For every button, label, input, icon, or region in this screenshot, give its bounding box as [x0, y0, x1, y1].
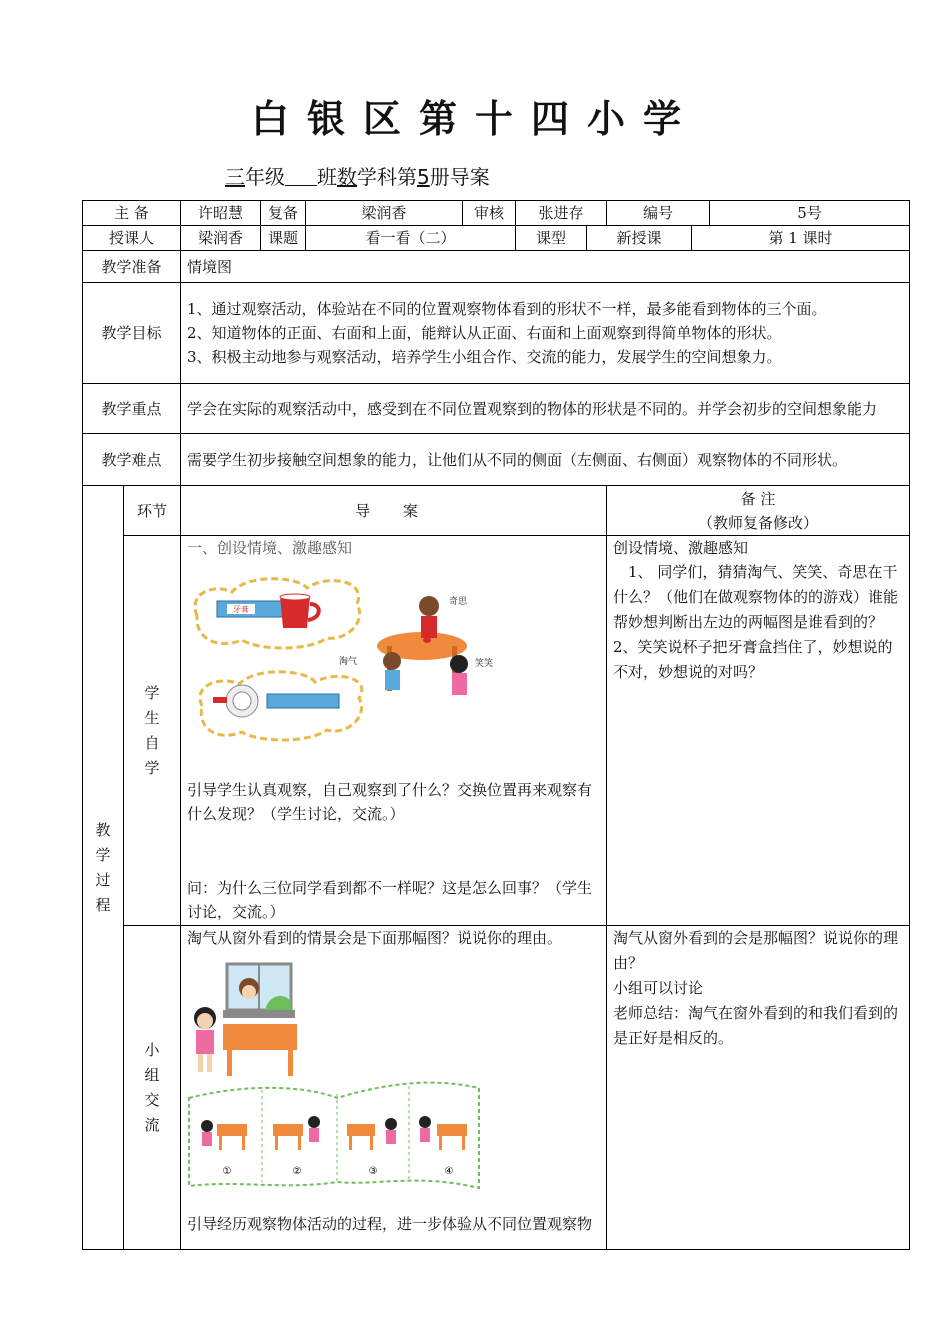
self-study-paragraph-2: 问：为什么三位同学看到都不一样呢？这是怎么回事？（学生讨论，交流。） — [187, 879, 593, 921]
note-heading: 创设情境、激趣感知 — [613, 539, 749, 557]
key-point-label: 教学重点 — [83, 384, 181, 434]
shenhe-value: 张进存 — [516, 201, 607, 226]
note-column-header — [607, 486, 910, 536]
volume-value: 5 — [417, 165, 430, 189]
stage-group-exchange-text: 小组交流 — [144, 1040, 160, 1134]
fubei-value: 梁润香 — [306, 201, 463, 226]
group-exchange-row — [83, 926, 910, 1250]
stage-group-exchange — [124, 926, 181, 1250]
fubei-label: 复备 — [261, 201, 306, 226]
difficulty-value: 需要学生初步接触空间想象的能力，让他们从不同的侧面（左侧面、右侧面）观察物体的不同形状。 — [181, 434, 910, 486]
qisi-figure — [419, 596, 439, 616]
difficulty-label: 教学难点 — [83, 434, 181, 486]
toothpaste-top-view-icon — [267, 694, 339, 708]
plan-column-header-text: 导 案 — [355, 501, 432, 520]
option-2-label: ② — [292, 1166, 302, 1177]
section-heading: 一、创设情境、激趣感知 — [187, 539, 353, 557]
process-label-text: 教学过程 — [95, 820, 111, 914]
process-header-row — [83, 486, 910, 536]
lesson-plan-table — [82, 200, 910, 1250]
school-title: 白银区第十四小学 — [250, 97, 699, 141]
document-subtitle — [225, 161, 490, 190]
main-value: 许昭慧 — [181, 201, 261, 226]
girl-figure — [194, 1007, 216, 1072]
option-1-label: ① — [222, 1166, 232, 1177]
option-1-image — [201, 1120, 247, 1150]
taoqi-label: 淘气 — [339, 657, 358, 667]
self-study-note — [607, 536, 910, 926]
stage-column-header: 环节 — [124, 486, 181, 536]
goal-item-1: 1、通过观察活动，体验站在不同的位置观察物体看到的形状不一样，最多能看到物体的三个面。 — [187, 300, 827, 318]
qisi-label: 奇思 — [449, 597, 468, 607]
goals-value — [181, 283, 910, 384]
bianhao-label: 编号 — [607, 201, 710, 226]
xiaoxiao-label: 笑笑 — [475, 659, 494, 669]
observation-scene-image — [187, 566, 494, 766]
cloud-thought-2 — [200, 672, 362, 740]
type-label: 课型 — [516, 226, 587, 251]
stage-self-study-text: 学生自学 — [144, 683, 160, 777]
prep-row — [83, 251, 910, 283]
grade-value: 三 — [225, 165, 245, 189]
self-study-paragraph-1: 引导学生认真观察，自己观察到了什么？交换位置再来观察有什么发现？（学生讨论，交流。） — [187, 781, 593, 823]
stage-self-study — [124, 536, 181, 926]
group-heading: 淘气从窗外看到的情景会是下面那幅图？说说你的理由。 — [187, 929, 563, 947]
group-exchange-note — [607, 926, 910, 1250]
process-label — [83, 486, 124, 1250]
option-3-label: ③ — [368, 1166, 378, 1177]
goal-item-2: 2、知道物体的正面、右面和上面，能辩认从正面、右面和上面观察到得简单物体的形状。 — [187, 324, 782, 342]
window-illustration — [223, 964, 295, 1018]
option-4-image — [419, 1116, 467, 1150]
class-blank — [285, 167, 317, 186]
note-item-2: 2、笑笑说杯子把牙膏盒挡住了，妙想说的不对，妙想说的对吗？ — [613, 638, 893, 681]
key-point-value: 学会在实际的观察活动中，感受到在不同位置观察到的物体的形状是不同的。并学会初步的空间想象能力 — [181, 384, 910, 434]
note-item-1: 1、 同学们，猜猜淘气、笑笑、奇思在干什么？（他们在做观察物体的的游戏）谁能帮妙想判断出左边的两幅图是谁看到的？ — [613, 563, 899, 631]
main-label: 主 备 — [83, 201, 181, 226]
prep-label: 教学准备 — [83, 251, 181, 283]
period-value: 第 1 课时 — [692, 226, 910, 251]
self-study-content — [181, 536, 607, 926]
option-4-label: ④ — [444, 1166, 454, 1177]
group-note-2: 小组可以讨论 — [613, 979, 704, 997]
grade-suffix: 年级 — [245, 165, 285, 189]
goals-label: 教学目标 — [83, 283, 181, 384]
option-2-image — [273, 1116, 320, 1150]
taoqi-figure — [383, 652, 401, 670]
volume-suffix: 册导案 — [429, 165, 490, 189]
goals-row — [83, 283, 910, 384]
window-view-image — [187, 958, 487, 1208]
class-suffix: 班 — [317, 165, 337, 189]
subject-suffix: 学科第 — [357, 165, 417, 189]
plan-column-header — [181, 486, 607, 536]
header-row-2 — [83, 226, 910, 251]
header-row-1 — [83, 201, 910, 226]
topic-value: 看一看（二） — [306, 226, 516, 251]
type-value: 新授课 — [587, 226, 692, 251]
key-point-row — [83, 384, 910, 434]
teacher-label: 授课人 — [83, 226, 181, 251]
option-3-image — [347, 1118, 397, 1150]
difficulty-row — [83, 434, 910, 486]
goal-item-3: 3、积极主动地参与观察活动，培养学生小组合作、交流的能力，发展学生的空间想象力。 — [187, 348, 782, 366]
subject-value: 数 — [337, 165, 357, 189]
shenhe-label: 审核 — [463, 201, 516, 226]
note-header-title: 备 注 — [740, 489, 776, 508]
table-illustration — [223, 1024, 297, 1076]
self-study-row — [83, 536, 910, 926]
cup-icon — [280, 596, 310, 628]
prep-value: 情境图 — [181, 251, 910, 283]
xiaoxiao-figure — [450, 655, 468, 673]
group-note-3: 老师总结：淘气在窗外看到的和我们看到的是正好是相反的。 — [613, 1004, 899, 1047]
group-paragraph-1: 引导经历观察物体活动的过程，进一步体验从不同位置观察物 — [187, 1215, 593, 1233]
teacher-value: 梁润香 — [181, 226, 261, 251]
group-note-1: 淘气从窗外看到的会是那幅图？说说你的理由？ — [613, 929, 899, 972]
bianhao-value: 5号 — [710, 201, 910, 226]
toothpaste-label: 牙膏 — [233, 605, 249, 614]
kids-at-table-illustration — [339, 595, 493, 695]
cloud-thought-1 — [195, 579, 360, 648]
note-header-sub: （教师复备修改） — [698, 513, 819, 532]
group-exchange-content — [181, 926, 607, 1250]
topic-label: 课题 — [261, 226, 306, 251]
